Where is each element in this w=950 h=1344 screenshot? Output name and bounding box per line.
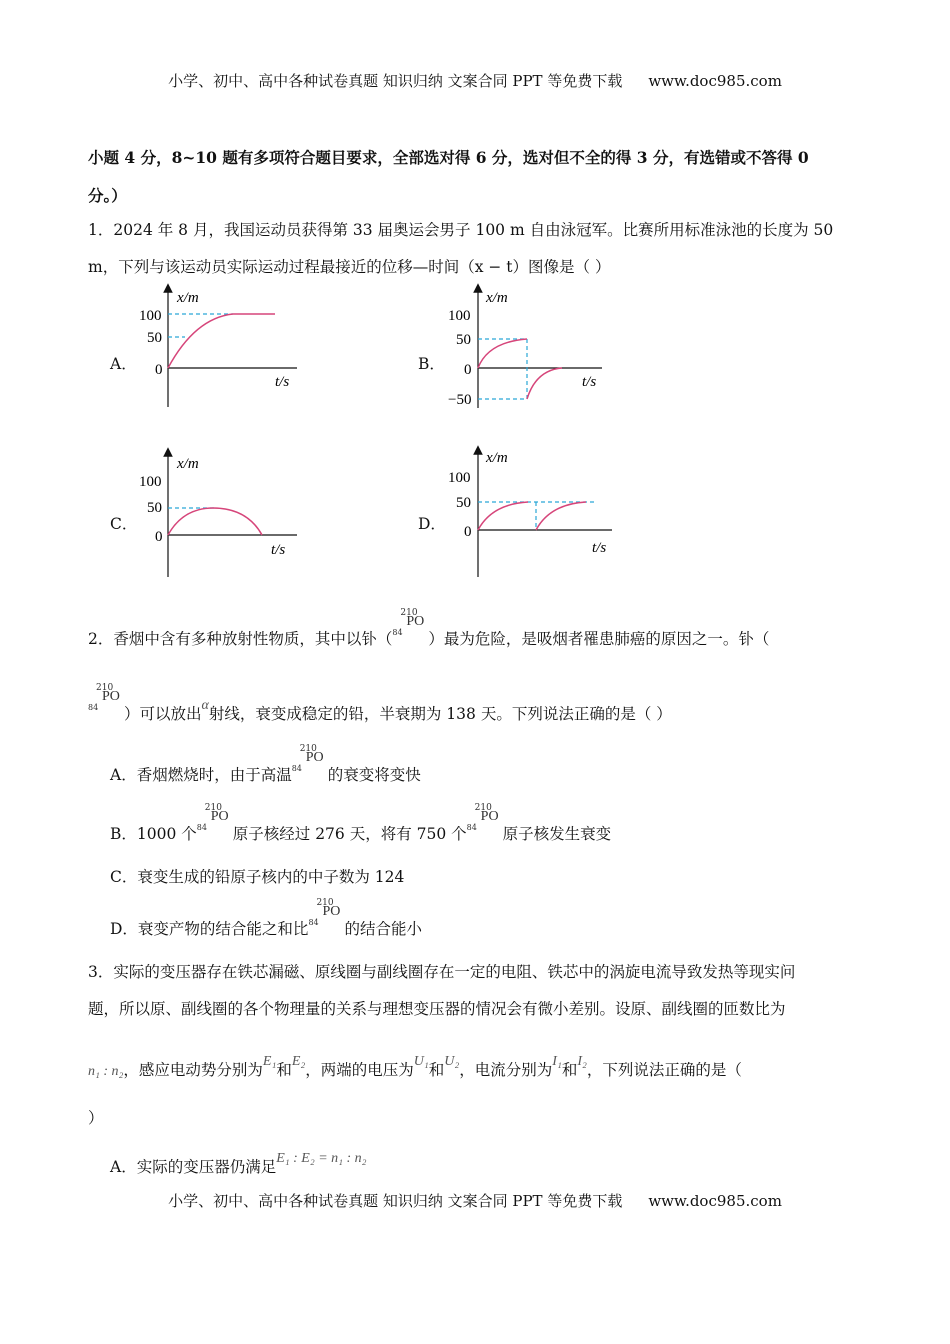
nuclide-mass: 210 [96, 683, 114, 693]
nuclide-z: 84 [88, 703, 99, 712]
tick-0: 0 [464, 362, 472, 378]
q3-text-3b: ，两端的电压为 [305, 1061, 414, 1079]
q3-text-3a: ，感应电动势分别为 [123, 1061, 263, 1079]
q1-option-c-label: C． [110, 515, 138, 533]
x-axis-label: t/s [275, 374, 290, 390]
curve [168, 508, 262, 535]
q3-option-a [110, 1151, 367, 1177]
and-3: 和 [561, 1061, 578, 1079]
tick-100: 100 [139, 308, 162, 324]
q1-option-b-graph [430, 282, 610, 412]
nuclide-symbol: PO [305, 750, 324, 765]
intro-line-2: 分。） [88, 186, 127, 205]
q2-text-2a: ）可以放出 [124, 705, 202, 723]
q3-option-a-text: A．实际的变压器仍满足 [110, 1158, 277, 1176]
q3-line-2: 题，所以原、副线圈的各个物理量的关系与理想变压器的情况会有微小差别。设原、副线圈的匝数比为 [88, 1000, 786, 1018]
polonium-nuclide [88, 683, 124, 719]
q1-option-c-graph [125, 446, 305, 580]
q3-text-3c: ，电流分别为 [459, 1061, 553, 1079]
footer-site: www.doc985.com [648, 1192, 782, 1210]
y-axis-label: x/m [177, 290, 199, 306]
nuclide-z: 84 [392, 628, 403, 637]
q2-text-1b: ）最为危险，是吸烟者罹患肺癌的原因之一。钋（ [428, 630, 770, 648]
intro-line-1: 小题 4 分，8~10 题有多项符合题目要求，全部选对得 6 分，选对但不全的得 3 分，有选错或不答得 0 [88, 148, 809, 167]
voltage-u2: U₂ [444, 1054, 460, 1069]
tick-50: 50 [456, 332, 471, 348]
nuclide-symbol: PO [406, 614, 425, 629]
q1-line-1: 1．2024 年 8 月，我国运动员获得第 33 届奥运会男子 100 m 自由泳冠军。比赛所用标准泳池的长度为 50 [88, 221, 834, 239]
q2-text-1a: 2．香烟中含有多种放射性物质，其中以钋（ [88, 630, 393, 648]
x-axis-label: t/s [592, 540, 607, 556]
q3-line-3 [88, 1054, 742, 1080]
tick-neg-50: −50 [448, 392, 472, 408]
q2-option-a [110, 744, 421, 785]
q2-option-a-text-2: 的衰变将变快 [327, 766, 421, 784]
curve-second [536, 502, 586, 530]
tick-50: 50 [147, 500, 162, 516]
q3-option-a-formula: E₁ : E₂ = n₁ : n₂ [276, 1151, 367, 1166]
q3-line-4: ） [88, 1109, 104, 1127]
nuclide-mass: 210 [204, 803, 222, 813]
polonium-nuclide [466, 803, 503, 839]
y-axis-label: x/m [177, 456, 199, 472]
tick-0: 0 [155, 529, 163, 545]
curve-rise [478, 339, 527, 368]
alpha-symbol: α [201, 698, 209, 713]
q1-option-d-label: D． [418, 515, 446, 533]
header-site: www.doc985.com [648, 72, 782, 90]
nuclide-symbol: PO [480, 809, 499, 824]
nuclide-symbol: PO [210, 809, 229, 824]
tick-50: 50 [456, 495, 471, 511]
nuclide-symbol: PO [102, 689, 120, 704]
q1-option-b-label: B． [418, 355, 445, 373]
nuclide-z: 84 [466, 823, 477, 832]
polonium-nuclide [291, 744, 328, 780]
q2-option-b-text-1: B．1000 个 [110, 825, 197, 843]
nuclide-symbol: PO [322, 904, 341, 919]
page-footer [0, 1190, 950, 1211]
x-axis-label: t/s [271, 542, 286, 558]
polonium-nuclide [392, 608, 428, 644]
polonium-nuclide [196, 803, 233, 839]
nuclide-z: 84 [196, 823, 207, 832]
x-axis-label: t/s [582, 374, 597, 390]
turns-ratio: n₁ : n₂ [88, 1064, 124, 1079]
q2-option-d-text-2: 的结合能小 [344, 920, 422, 938]
q2-option-b-text-3: 原子核发生衰变 [502, 825, 612, 843]
and-1: 和 [276, 1061, 292, 1079]
nuclide-z: 84 [308, 918, 319, 927]
current-i2: I₂ [577, 1054, 587, 1069]
and-2: 和 [428, 1061, 445, 1079]
emf-e2: E₂ [291, 1054, 306, 1069]
q2-option-d [110, 898, 422, 939]
tick-0: 0 [155, 362, 163, 378]
emf-e1: E₁ [262, 1054, 277, 1069]
q2-option-d-text-1: D．衰变产物的结合能之和比 [110, 920, 309, 938]
tick-50: 50 [147, 330, 162, 346]
footer-text: 小学、初中、高中各种试卷真题 知识归纳 文案合同 PPT 等免费下载 [168, 1192, 623, 1210]
q1-option-a-label: A． [110, 355, 137, 373]
tick-100: 100 [139, 474, 162, 490]
q2-text-2b: 射线，衰变成稳定的铅，半衰期为 138 天。下列说法正确的是（ ） [208, 705, 672, 723]
nuclide-z: 84 [291, 764, 302, 773]
curve-return [527, 368, 562, 399]
tick-100: 100 [448, 470, 471, 486]
q1-option-d-graph [430, 444, 620, 580]
q2-line-1 [88, 608, 770, 649]
q2-option-b-text-2: 原子核经过 276 天，将有 750 个 [232, 825, 467, 843]
y-axis-label: x/m [486, 290, 508, 306]
header-text: 小学、初中、高中各种试卷真题 知识归纳 文案合同 PPT 等免费下载 [168, 72, 623, 90]
q3-text-3d: ，下列说法正确的是（ [586, 1061, 742, 1079]
curve-first [478, 502, 528, 530]
voltage-u1: U₁ [413, 1054, 429, 1069]
q2-option-a-text-1: A．香烟燃烧时，由于高温 [110, 766, 292, 784]
q2-option-c: C．衰变生成的铅原子核内的中子数为 124 [110, 868, 405, 886]
q2-option-b [110, 803, 612, 844]
nuclide-mass: 210 [474, 803, 492, 813]
tick-100: 100 [448, 308, 471, 324]
q3-line-1: 3．实际的变压器存在铁芯漏磁、原线圈与副线圈存在一定的电阻、铁芯中的涡旋电流导致发热等现实问 [88, 963, 796, 981]
nuclide-mass: 210 [400, 608, 418, 618]
current-i1: I₁ [552, 1054, 562, 1069]
curve [168, 314, 275, 368]
q1-line-2: m，下列与该运动员实际运动过程最接近的位移—时间（x − t）图像是（ ） [88, 258, 611, 276]
y-axis-label: x/m [486, 450, 508, 466]
nuclide-mass: 210 [299, 744, 317, 754]
tick-0: 0 [464, 524, 472, 540]
polonium-nuclide [308, 898, 344, 934]
page-header [0, 70, 950, 91]
q2-line-2 [88, 683, 672, 724]
nuclide-mass: 210 [316, 898, 334, 908]
q1-option-a-graph [125, 282, 305, 412]
